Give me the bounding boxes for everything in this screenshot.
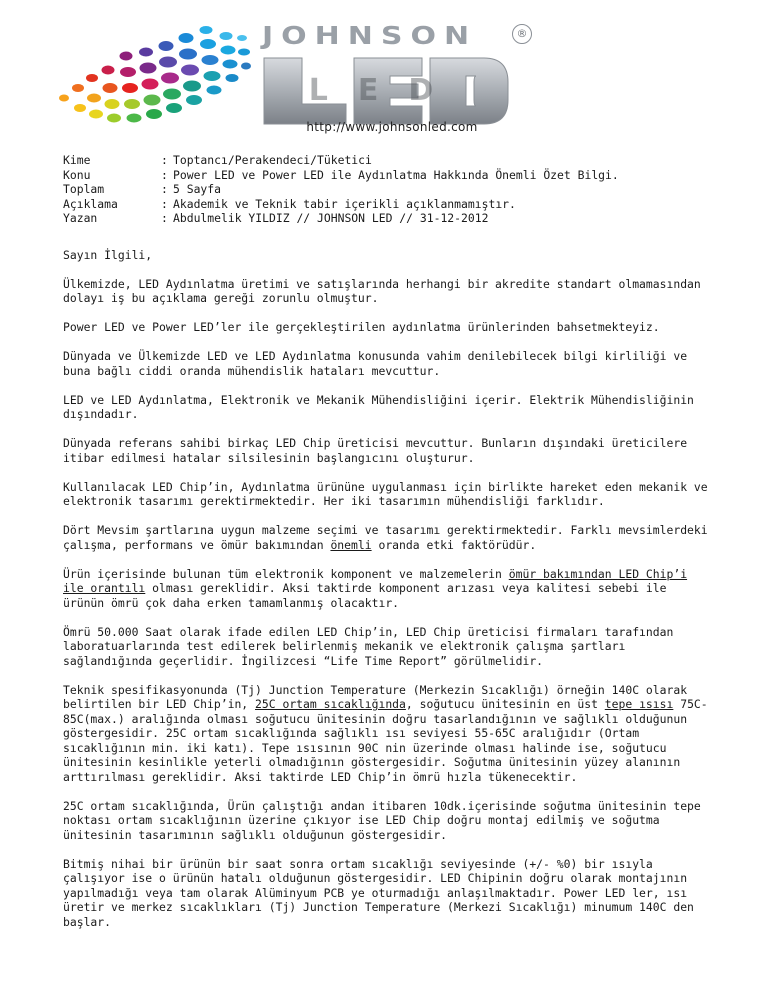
letter-body <box>63 153 713 944</box>
paragraph: Ülkemizde, LED Aydınlatma üretimi ve satışlarında herhangi bir akredite standart olmamasından dolayı iş bu açıklama gereği zorunlu olmuştur. <box>63 276 701 305</box>
paragraph: Dünyada ve Ülkemizde LED ve LED Aydınlatma konusunda vahim denilebilecek bilgi kirliliği ve buna bağlı ciddi oranda mühendislik hataları mevcuttur. <box>63 349 688 378</box>
led-wordmark-icon <box>262 56 510 126</box>
paragraph <box>63 523 713 552</box>
paragraph: Bitmiş nihai bir ürünün bir saat sonra ortam sıcaklığı seviyesinde (+/- %0) bir ısıyla çalışıyor ise o ürünün hatalı olduğunun göstergesidir. LED Chipinin doğru olarak montajının yapılmadığı veya tam olarak Alüminyum PCB ye oturmadığı anlaşılmaktadır. Power LED ler, ısı üretir ve merkez sıcaklıkları (Tj) Junction Temperature (Merkezi Sıcaklığı) minumum 140C den başlar. <box>63 856 694 929</box>
meta-value: 5 Sayfa <box>173 182 222 196</box>
underlined-text: önemli <box>330 537 372 552</box>
website-url: http://www.johnsonled.com <box>306 120 478 134</box>
letterhead <box>0 0 768 140</box>
led-wordmark-text: LED <box>308 73 464 108</box>
meta-value: Abdulmelik YILDIZ // JOHNSON LED // 31-12-2012 <box>173 211 489 225</box>
meta-sep: : <box>161 182 168 196</box>
text-span: Dört Mevsim şartlarına uygun malzeme seçimi ve tasarımı gerektirmektedir. Farklı mevsimlerdeki çalışma, performans ve ömür bakımından <box>63 523 708 552</box>
paragraph: Ömrü 50.000 Saat olarak ifade edilen LED Chip’in, LED Chip üreticisi firmaları tarafından laboratuarlarında test edilerek belirlenmiş mekanik ve elektronik çalışma şartları sağlandığında geçerlidir. İngilizcesi “Life Time Report” görülmelidir. <box>63 624 674 668</box>
paragraph <box>63 683 713 785</box>
meta-sep: : <box>161 167 168 182</box>
paragraph: LED ve LED Aydınlatma, Elektronik ve Mekanik Mühendisliğini içerir. Elektrik Mühendisliğinin dışındadır. <box>63 392 694 421</box>
underlined-text: 25C ortam sıcaklığında <box>255 697 406 711</box>
underlined-text: tepe ısısı <box>604 697 674 711</box>
paragraph: Dünyada referans sahibi birkaç LED Chip üreticisi mevcuttur. Bunların dışındaki üreticilere itibar edilmesi hatalar silsilesinin başlangıcını oluşturur. <box>63 436 688 465</box>
underlined-text: ömür bakımından LED Chip’i ile orantılı <box>63 566 688 595</box>
text-span: Ürün içerisinde bulunan tüm elektronik komponent ve malzemelerin <box>63 566 509 581</box>
text-span: 75C-85C(max.) aralığında olması soğutucu ünitesinin doğru tasarlandığının ve sağlıklı olduğunun göstergesidir. 25C ortam sıcaklığında sağlıklı ısı seviyesi 55-65C aralığıdır (Ortam sıcaklığının min. iki katı). Tepe ısısının 90C nin üzerinde olması halinde ise, soğutucu ünitesinin kesinlikle yeterli olmadığının göstergesidir. Soğutma ünitesinin yüzey alanının arttırılması gereklidir. Aksi taktirde LED Chip’in ömrü hızla tükenecektir. <box>63 697 708 784</box>
paragraph <box>63 567 713 611</box>
paragraph: 25C ortam sıcaklığında, Ürün çalıştığı andan itibaren 10dk.içerisinde soğutma ünitesinin tepe noktası ortam sıcaklığının üzerine çıkıyor ise LED Chip doğru montaj edilmiş ve soğutma ünitesinin tasarımının sağlıklı olduğunun göstergesidir. <box>63 798 701 842</box>
greeting: Sayın İlgili, <box>63 247 153 262</box>
meta-sep: : <box>161 196 168 211</box>
meta-label: Yazan <box>63 211 98 225</box>
meta-label: Konu <box>63 167 91 182</box>
text-span: , soğutucu ünitesinin en üst <box>405 697 605 711</box>
paragraph: Power LED ve Power LED’ler ile gerçekleştirilen aydınlatma ürünlerinden bahsetmekteyiz. <box>63 320 660 334</box>
meta-label: Açıklama <box>63 196 118 211</box>
colorful-dots-logo-icon <box>50 14 260 126</box>
meta-value: Akademik ve Teknik tabir içerikli açıklanmamıştır. <box>173 196 516 211</box>
text-span: olması gereklidir. Aksi taktirde komponent arızası veya kalitesi sebebi ile ürünün ömrü çok daha erken tamamlanmış olacaktır. <box>63 581 667 610</box>
text-span: Teknik spesifikasyonunda (Tj) Junction Temperature (Merkezin Sıcaklığı) örneğin 140C olarak belirtilen bir LED Chip’in, <box>63 682 688 711</box>
paragraph: Kullanılacak LED Chip’in, Aydınlatma ürününe uygulanması için birlikte hareket eden mekanik ve elektronik tasarımı gerektirmektedir. Her iki tasarımın mühendisliği farklıdır. <box>63 479 708 508</box>
text-span: oranda etki faktörüdür. <box>371 537 537 552</box>
memo-header <box>63 153 713 226</box>
meta-label: Toplam <box>63 182 105 196</box>
registered-mark: ® <box>512 24 532 44</box>
meta-value: Power LED ve Power LED ile Aydınlatma Hakkında Önemli Özet Bilgi. <box>173 167 619 182</box>
brand-name: JOHNSON <box>262 21 478 51</box>
meta-label: Kime <box>63 153 91 167</box>
brand-logo <box>262 21 528 130</box>
meta-sep: : <box>161 211 168 225</box>
meta-value: Toptancı/Perakendeci/Tüketici <box>173 153 372 167</box>
meta-sep: : <box>161 153 168 167</box>
